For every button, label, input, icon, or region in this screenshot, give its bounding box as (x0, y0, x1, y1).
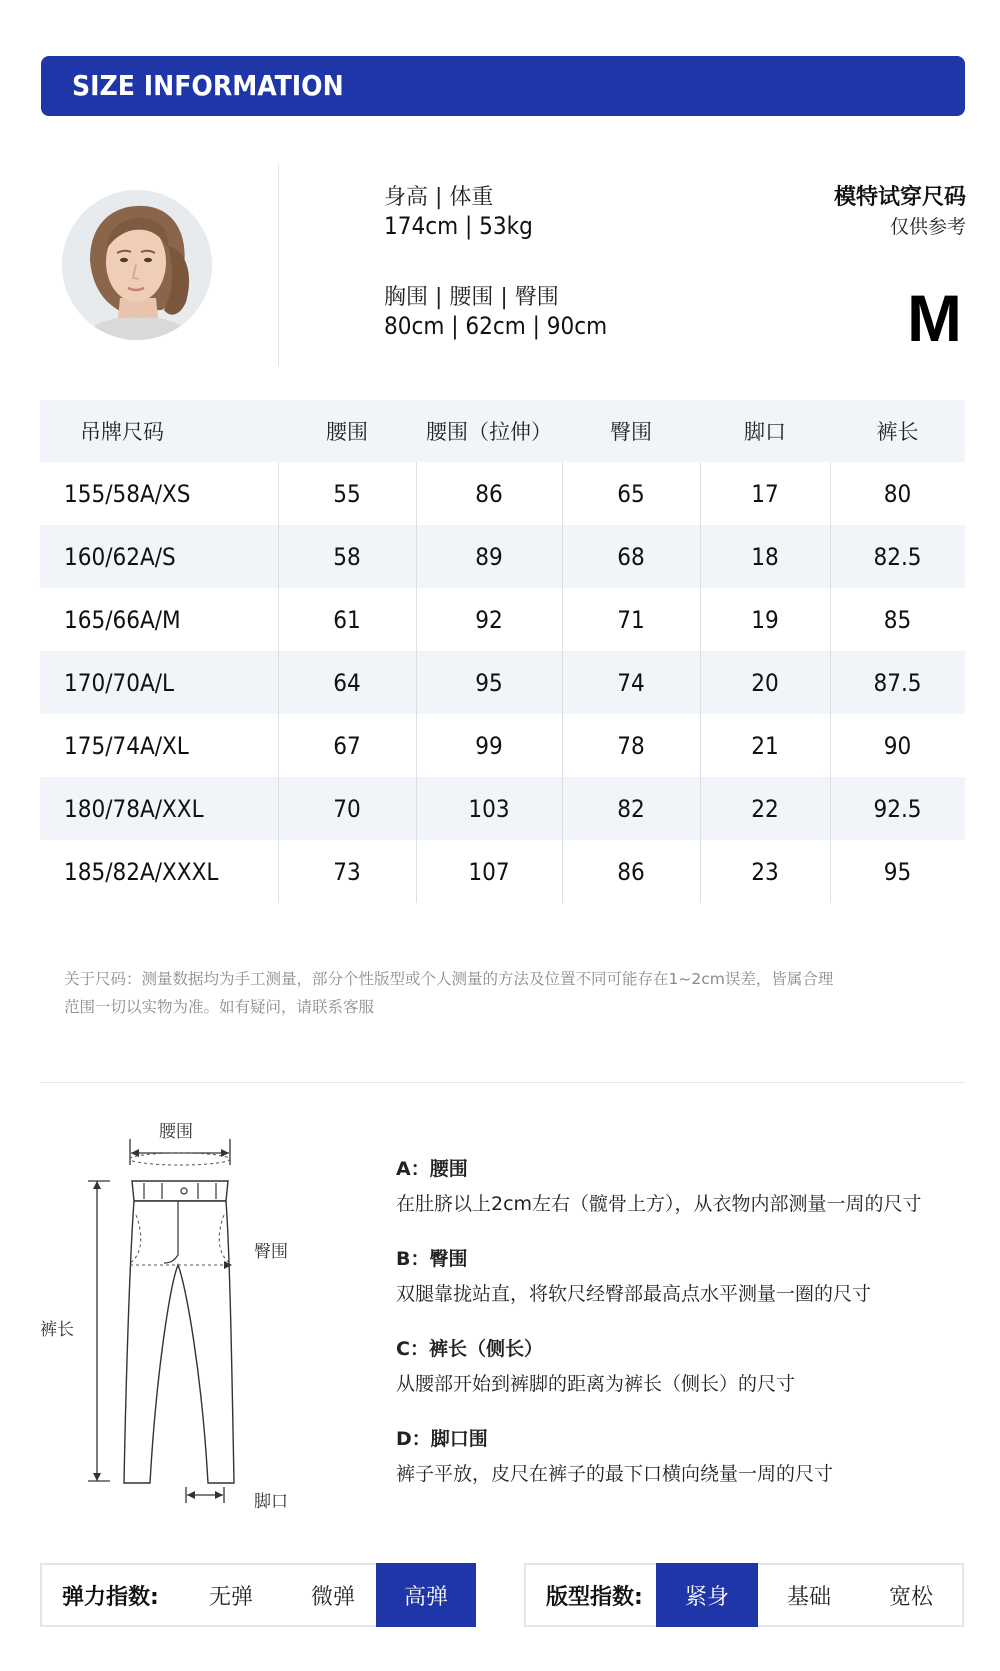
measure-desc-text: 在肚脐以上2cm左右（髋骨上方），从衣物内部测量一周的尺寸 (396, 1193, 922, 1215)
table-cell-size: 185/82A/XXXL (64, 857, 219, 886)
table-row (40, 588, 965, 651)
table-cell: 70 (278, 777, 416, 840)
table-cell: 65 (562, 462, 700, 525)
table-cell: 99 (416, 714, 562, 777)
table-cell: 82 (562, 777, 700, 840)
table-cell: 67 (278, 714, 416, 777)
elasticity-option-slight: 微弹 (310, 1584, 355, 1610)
measure-desc-title: B：臀围 (396, 1248, 468, 1270)
table-cell: 92.5 (830, 777, 965, 840)
table-header-cell: 腰围 (326, 420, 368, 444)
table-cell: 89 (416, 525, 562, 588)
measure-desc-title: A：腰围 (396, 1158, 468, 1180)
divider-horizontal (40, 1082, 965, 1083)
table-row (40, 462, 965, 525)
table-row (40, 714, 965, 777)
measure-desc-c (396, 1334, 966, 1396)
banner-title: SIZE INFORMATION (72, 69, 344, 102)
table-cell: 95 (416, 651, 562, 714)
elasticity-index-label: 弹力指数: (62, 1584, 159, 1610)
size-note (64, 965, 964, 1021)
elasticity-option-none: 无弹 (208, 1584, 253, 1610)
table-cell: 78 (562, 714, 700, 777)
fit-option-slim: 紧身 (656, 1563, 758, 1627)
table-cell: 22 (700, 777, 830, 840)
table-cell: 18 (700, 525, 830, 588)
fit-option-loose: 宽松 (888, 1584, 933, 1610)
table-cell: 71 (562, 588, 700, 651)
measure-desc-title: D：脚口围 (396, 1428, 488, 1450)
table-cell: 58 (278, 525, 416, 588)
model-portrait-image (62, 190, 212, 340)
table-header-cell: 脚口 (744, 420, 786, 444)
size-note-line: 范围一切以实物为准。如有疑问，请联系客服 (64, 998, 375, 1016)
table-row (40, 651, 965, 714)
table-header-cell: 吊牌尺码 (80, 420, 164, 444)
measure-desc-d (396, 1424, 966, 1486)
diagram-hip-label: 臀围 (254, 1242, 288, 1262)
table-cell: 86 (416, 462, 562, 525)
size-table (40, 400, 965, 893)
table-cell: 86 (562, 840, 700, 903)
table-header-cell: 裤长 (876, 420, 919, 444)
table-row (40, 777, 965, 840)
elasticity-index (40, 1563, 476, 1627)
table-cell: 17 (700, 462, 830, 525)
diagram-hem-label: 脚口 (254, 1492, 288, 1512)
table-header-cell: 腰围（拉伸） (426, 420, 552, 444)
fit-size-value: M (907, 281, 962, 355)
divider-vertical (278, 164, 279, 366)
elasticity-option-high: 高弹 (376, 1563, 476, 1627)
table-cell: 64 (278, 651, 416, 714)
table-cell: 90 (830, 714, 965, 777)
measurements-label: 胸围 | 腰围 | 臀围 (384, 285, 559, 310)
measurements-value: 80cm | 62cm | 90cm (384, 312, 608, 340)
measure-desc-a (396, 1154, 966, 1216)
table-cell: 55 (278, 462, 416, 525)
table-cell-size: 180/78A/XXL (64, 794, 204, 823)
header-banner (41, 56, 965, 116)
table-cell-size: 155/58A/XS (64, 479, 191, 508)
table-header-row (40, 400, 965, 462)
table-cell: 95 (830, 840, 965, 903)
measure-desc-text: 裤子平放，皮尺在裤子的最下口横向绕量一周的尺寸 (396, 1463, 834, 1485)
table-cell: 68 (562, 525, 700, 588)
diagram-waist-label: 腰围 (159, 1122, 193, 1142)
table-cell-size: 170/70A/L (64, 668, 175, 697)
table-cell: 103 (416, 777, 562, 840)
table-cell: 87.5 (830, 651, 965, 714)
fit-size-subtitle: 仅供参考 (889, 216, 966, 238)
pants-outline-icon (30, 1115, 330, 1515)
table-cell-size: 165/66A/M (64, 605, 181, 634)
table-cell: 73 (278, 840, 416, 903)
height-weight-label: 身高 | 体重 (384, 185, 494, 210)
measure-desc-title: C：裤长（侧长） (396, 1338, 543, 1360)
fit-index-label: 版型指数: (546, 1584, 643, 1610)
table-cell: 107 (416, 840, 562, 903)
measure-desc-text: 双腿靠拢站直，将软尺经臀部最高点水平测量一圈的尺寸 (396, 1283, 872, 1305)
table-cell: 80 (830, 462, 965, 525)
table-row (40, 525, 965, 588)
table-cell: 23 (700, 840, 830, 903)
table-cell: 92 (416, 588, 562, 651)
measure-desc-b (396, 1244, 966, 1306)
fit-option-regular: 基础 (786, 1584, 831, 1610)
table-cell: 82.5 (830, 525, 965, 588)
fit-size-title: 模特试穿尺码 (833, 185, 966, 210)
table-row (40, 840, 965, 903)
size-note-line: 关于尺码：测量数据均为手工测量，部分个性版型或个人测量的方法及位置不同可能存在1~2cm误差，皆属合理 (64, 970, 834, 988)
model-avatar (62, 190, 212, 340)
diagram-length-label: 裤长 (40, 1320, 74, 1340)
table-cell: 74 (562, 651, 700, 714)
table-cell: 85 (830, 588, 965, 651)
table-cell-size: 175/74A/XL (64, 731, 189, 760)
table-cell: 20 (700, 651, 830, 714)
table-cell: 19 (700, 588, 830, 651)
height-weight-value: 174cm | 53kg (384, 212, 533, 240)
table-cell: 61 (278, 588, 416, 651)
measure-desc-text: 从腰部开始到裤脚的距离为裤长（侧长）的尺寸 (396, 1373, 796, 1395)
table-cell: 21 (700, 714, 830, 777)
pants-measurement-diagram (30, 1115, 330, 1515)
model-info (0, 160, 1000, 370)
table-header-cell: 臀围 (610, 420, 652, 444)
table-cell-size: 160/62A/S (64, 542, 176, 571)
fit-index (524, 1563, 964, 1627)
